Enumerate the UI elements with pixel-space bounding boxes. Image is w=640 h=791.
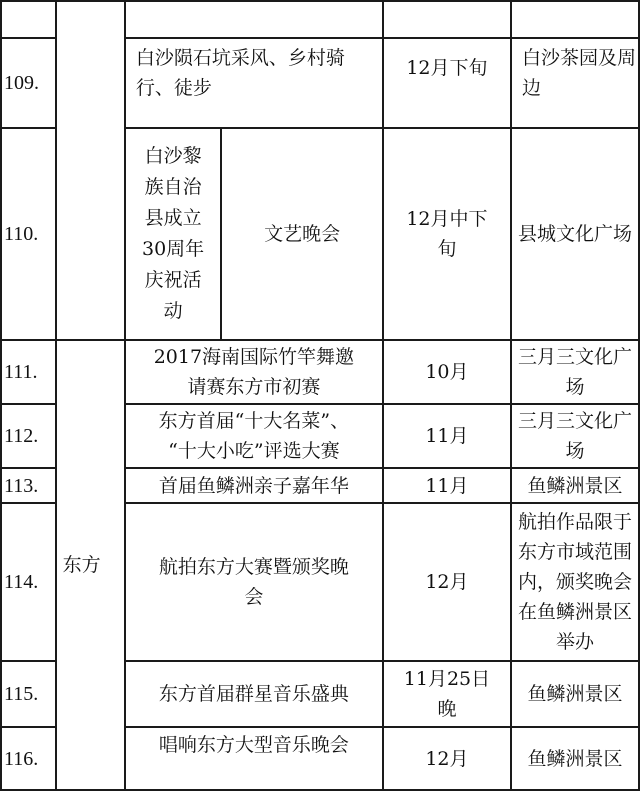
- place-cell: [511, 404, 639, 468]
- time-cell: 11月: [383, 404, 511, 468]
- event-line: 白沙陨石坑采风、乡村骑: [135, 47, 345, 69]
- time-cell: [383, 661, 511, 727]
- time-cell: 12月下旬: [383, 38, 511, 128]
- time-cell: [383, 1, 511, 38]
- row-number: 116.: [1, 727, 56, 790]
- organizer-line: 庆祝活: [144, 269, 202, 291]
- time-cell: 11月: [383, 468, 511, 503]
- event-line: 请赛东方市初赛: [187, 376, 321, 398]
- event-cell: [125, 38, 383, 128]
- event-cell: 东方首届群星音乐盛典: [125, 661, 383, 727]
- event-cell: [125, 503, 383, 661]
- place-line: 举办: [555, 631, 594, 653]
- organizer-cell: [125, 128, 222, 340]
- place-line: 在鱼鳞洲景区: [517, 601, 632, 623]
- place-line: 场: [565, 376, 585, 398]
- event-line: 东方首届“十大名菜”、: [158, 410, 350, 432]
- place-line: 三月三文化广: [517, 346, 632, 368]
- table-row: [1, 340, 639, 404]
- row-number: 112.: [1, 404, 56, 468]
- row-number: 115.: [1, 661, 56, 727]
- place-cell: [511, 1, 639, 38]
- row-number: 111.: [1, 340, 56, 404]
- row-number: 110.: [1, 128, 56, 340]
- row-number: 114.: [1, 503, 56, 661]
- place-line: 边: [521, 77, 541, 99]
- time-line: 晚: [437, 698, 457, 720]
- place-cell: 鱼鳞洲景区: [511, 468, 639, 503]
- place-cell: [511, 340, 639, 404]
- region-cell: [56, 1, 125, 340]
- time-cell: 12月: [383, 503, 511, 661]
- place-line: 三月三文化广: [517, 410, 632, 432]
- organizer-line: 县成立: [144, 207, 202, 229]
- event-line: 2017海南国际竹竿舞邀: [153, 346, 355, 368]
- place-cell: [511, 38, 639, 128]
- row-number: 113.: [1, 468, 56, 503]
- table-row: [1, 1, 639, 38]
- place-line: 内，颁奖晚会: [517, 571, 632, 593]
- region-cell: [56, 340, 125, 790]
- organizer-line: 白沙黎: [144, 145, 202, 167]
- place-line: 白沙茶园及周: [521, 47, 636, 69]
- region-label: 东方: [62, 554, 101, 576]
- time-line: 11月25日: [403, 668, 491, 690]
- place-cell: 鱼鳞洲景区: [511, 661, 639, 727]
- event-line: 行、徒步: [135, 77, 212, 99]
- place-line: 航拍作品限于: [517, 511, 632, 533]
- organizer-line: 动: [163, 300, 183, 322]
- event-cell: 文艺晚会: [221, 128, 383, 340]
- event-line: 航拍东方大赛暨颁奖晚: [158, 556, 349, 578]
- place-line: 东方市域范围: [517, 541, 632, 563]
- organizer-line: 族自治: [144, 176, 202, 198]
- event-cell: [125, 404, 383, 468]
- event-cell: 唱响东方大型音乐晚会: [125, 727, 383, 790]
- time-line: 旬: [437, 238, 457, 260]
- event-cell: [125, 340, 383, 404]
- event-line: 会: [244, 586, 264, 608]
- time-cell: 10月: [383, 340, 511, 404]
- time-line: 12月中下: [406, 208, 488, 230]
- organizer-line: 30周年: [141, 238, 205, 260]
- time-cell: [383, 128, 511, 340]
- place-cell: 县城文化广场: [511, 128, 639, 340]
- time-cell: 12月: [383, 727, 511, 790]
- place-cell: 鱼鳞洲景区: [511, 727, 639, 790]
- event-cell: 首届鱼鳞洲亲子嘉年华: [125, 468, 383, 503]
- event-line: “十大小吃”评选大赛: [168, 440, 340, 462]
- row-number: 109.: [1, 38, 56, 128]
- row-number: [1, 1, 56, 38]
- place-line: 场: [565, 440, 585, 462]
- event-cell: [125, 1, 383, 38]
- place-cell: [511, 503, 639, 661]
